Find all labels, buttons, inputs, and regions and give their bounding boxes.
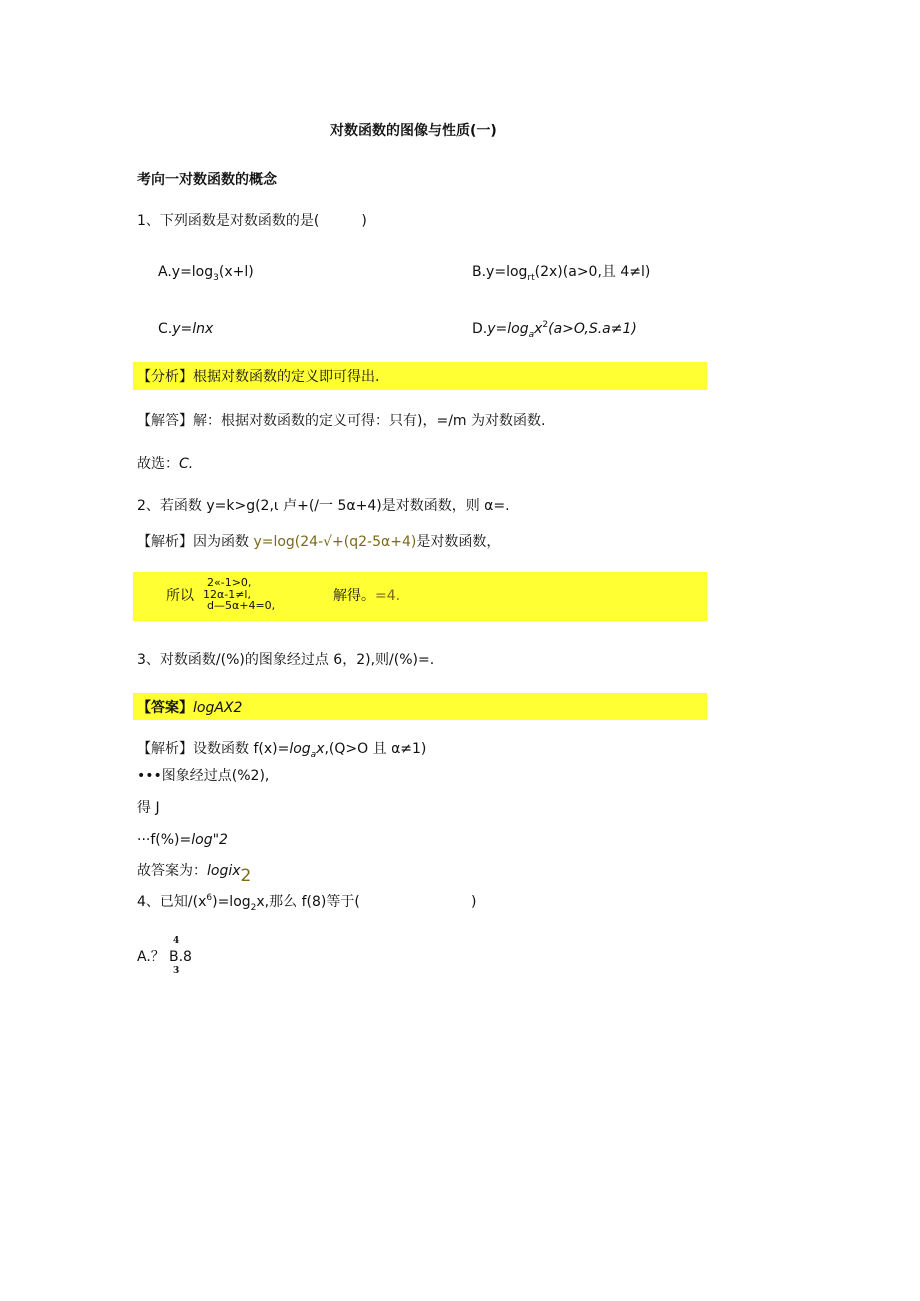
q3-answer bbox=[137, 699, 242, 717]
q1-option-d-x: x bbox=[534, 321, 543, 337]
q2-solution-post: 是对数函数， bbox=[416, 534, 501, 550]
q3-solution-post: ,(Q>O 且 α≠1) bbox=[324, 741, 427, 757]
q2-solution-pre: 【解析】因为函数 bbox=[137, 534, 249, 550]
q4-stem-close: ) bbox=[471, 894, 477, 910]
q4-option-a: A.？ bbox=[137, 949, 165, 965]
q4-stem-post: x,那么 f(8)等于( bbox=[256, 894, 360, 910]
q1-choice bbox=[137, 455, 193, 473]
q2-so: 所以 bbox=[166, 588, 194, 604]
q2-system-line-3: d—5α+4=0, bbox=[207, 599, 276, 612]
q1-option-d-log: y=log bbox=[487, 321, 529, 337]
q1-option-a-sub: 3 bbox=[213, 273, 219, 283]
q2-solution bbox=[137, 533, 500, 551]
q4-stem-pre: 4、已知/(x bbox=[137, 894, 207, 910]
q3-stem: 3、对数函数/(%)的图象经过点 6，2),则/(%)=. bbox=[137, 652, 435, 668]
q1-option-a-pre: A.y=log bbox=[158, 264, 214, 280]
q1-analysis: 【分析】根据对数函数的定义即可得出. bbox=[137, 369, 380, 385]
q1-option-a-post: (x+l) bbox=[218, 264, 254, 280]
q3-solution-log: log bbox=[289, 741, 311, 757]
q1-option-c-formula: y=lnx bbox=[172, 321, 214, 337]
q3-line-2: •••图象经过点(%2), bbox=[137, 768, 270, 784]
q2-solved-label: 解得。 bbox=[333, 588, 375, 604]
q1-option-c-pre: C. bbox=[158, 321, 173, 337]
q1-option-b-sub: rt bbox=[527, 273, 535, 283]
q1-option-d-pre: D. bbox=[472, 321, 488, 337]
q3-final-subscript: 2 bbox=[240, 866, 252, 886]
q4-option-b: B.8 bbox=[169, 949, 192, 965]
section-heading: 考向一对数函数的概念 bbox=[137, 172, 277, 188]
q4-fraction-denominator: 3 bbox=[173, 966, 180, 976]
q1-option-d bbox=[472, 320, 637, 340]
q3-final-value: logix bbox=[207, 863, 241, 879]
q1-option-d-post: (a>O,S.a≠1) bbox=[548, 321, 637, 337]
q3-final bbox=[137, 861, 252, 886]
q4-fraction-numerator: 4 bbox=[173, 936, 180, 946]
q1-option-b-pre: B.y=log bbox=[472, 264, 528, 280]
q3-solution-x: x bbox=[316, 741, 325, 757]
q4-stem bbox=[137, 893, 360, 913]
q1-option-b-post: (2x)(a>0,且 4≠l) bbox=[534, 264, 651, 280]
q3-answer-label: 【答案】 bbox=[137, 700, 193, 716]
page-title: 对数函数的图像与性质(一) bbox=[330, 123, 497, 139]
q1-answer: 【解答】解：根据对数函数的定义可得：只有)，=/m 为对数函数. bbox=[137, 413, 546, 429]
q3-line-3: 得 J bbox=[137, 800, 160, 816]
q1-option-d-sup: 2 bbox=[542, 320, 549, 330]
q2-solved bbox=[333, 587, 400, 605]
q3-line-4-value: log"2 bbox=[191, 832, 228, 848]
q1-choice-label: 故选： bbox=[137, 456, 179, 472]
q4-stem-mid: )=log bbox=[212, 894, 251, 910]
q2-system-line-2: 12α-1≠l, bbox=[203, 588, 251, 601]
q3-solution bbox=[137, 740, 426, 760]
q1-option-d-sub: a bbox=[528, 330, 535, 340]
q1-choice-value: C. bbox=[179, 456, 194, 472]
q4-stem-sub: 2 bbox=[250, 903, 257, 913]
q4-stem-sup: 6 bbox=[206, 893, 213, 903]
q3-answer-value: logAX2 bbox=[193, 700, 243, 716]
q3-final-label: 故答案为： bbox=[137, 863, 207, 879]
q1-option-b bbox=[472, 263, 650, 283]
q2-solved-value: =4. bbox=[375, 588, 401, 604]
q1-stem: 1、下列函数是对数函数的是( ) bbox=[137, 213, 367, 229]
q3-solution-pre: 【解析】设数函数 f(x)= bbox=[137, 741, 290, 757]
q3-solution-sub: a bbox=[310, 750, 317, 760]
q2-system-line-1: 2«-1>0, bbox=[207, 576, 252, 589]
q3-line-4-pre: ···f(%)= bbox=[137, 832, 192, 848]
q3-line-4 bbox=[137, 831, 228, 849]
q1-option-c bbox=[158, 320, 213, 338]
q1-option-a bbox=[158, 263, 254, 283]
q2-solution-function: y=log(24-√+(q2-5α+4) bbox=[253, 534, 417, 550]
q2-stem: 2、若函数 y=k>g(2,ι 卢+(/一 5α+4)是对数函数，则 α=. bbox=[137, 498, 510, 514]
